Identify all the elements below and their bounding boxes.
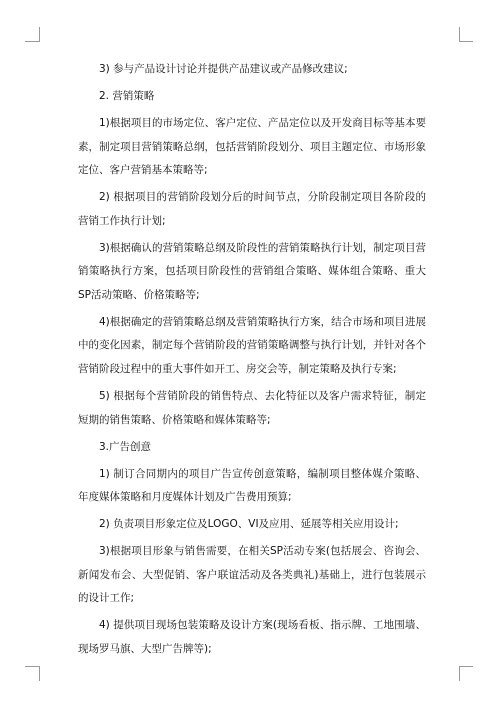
crop-mark-bottom-left-h [25,666,39,667]
crop-mark-top-right-v [459,27,460,42]
crop-mark-bottom-left-v [39,666,40,681]
section-heading-ad-creative: 3.广告创意 [99,440,152,453]
crop-mark-top-left-h [25,41,39,42]
crop-mark-bottom-right-h [459,666,473,667]
paragraph-sp-event-packaging: 3)根据项目形象与销售需要，在相关SP活动专案(包括展会、咨询会、新闻发布会、大型促销、客户联谊活动及各类典礼)基础上，进行包装展示的设计工作; [78,545,426,605]
crop-mark-top-right-h [459,41,473,42]
crop-mark-top-left-v [39,27,40,42]
section-heading-marketing-strategy: 2. 营销策略 [99,89,155,102]
paragraph-site-packaging: 4) 提供项目现场包装策略及设计方案(现场看板、指示牌、工地围墙、现场罗马旗、大型广告牌等); [78,619,426,655]
crop-mark-bottom-right-v [459,666,460,681]
paragraph-strategy-outline: 1)根据项目的市场定位、客户定位、产品定位以及开发商目标等基本要素，制定项目营销策略总纲，包括营销阶段划分、项目主题定位、市场形象定位、客户营销基本策略等; [78,116,426,177]
paragraph-product-design-advice: 3) 参与产品设计讨论并提供产品建议或产品修改建议; [99,63,348,75]
paragraph-short-term-sales-strategy: 5) 根据每个营销阶段的销售特点、去化特征以及客户需求特征，制定短期的销售策略、价格策略和媒体策略等; [78,390,426,426]
paragraph-strategy-execution-plan: 3)根据确认的营销策略总纲及阶段性的营销策略执行计划，制定项目营销策略执行方案，包括项目阶段性的营销组合策略、媒体组合策略、重大SP活动策略、价格策略等; [78,241,426,301]
paragraph-logo-vi-design: 2) 负责项目形象定位及LOGO、VI及应用、延展等相关应用设计; [99,518,399,531]
paragraph-stage-work-plan: 2) 根据项目的营销阶段划分后的时间节点，分阶段制定项目各阶段的营销工作执行计划; [78,191,426,227]
paragraph-strategy-adjustment: 4)根据确定的营销策略总纲及营销策略执行方案，结合市场和项目进展中的变化因素，制定每个营销阶段的营销策略调整与执行计划，并针对各个营销阶段过程中的重大事件如开工、房交会等，制定策略及执行专案; [78,315,426,376]
paragraph-ad-creative-strategy: 1) 制订合同期内的项目广告宣传创意策略，编制项目整体媒介策略、年度媒体策略和月度媒体计划及广告费用预算; [78,467,426,504]
document-body [78,58,426,665]
